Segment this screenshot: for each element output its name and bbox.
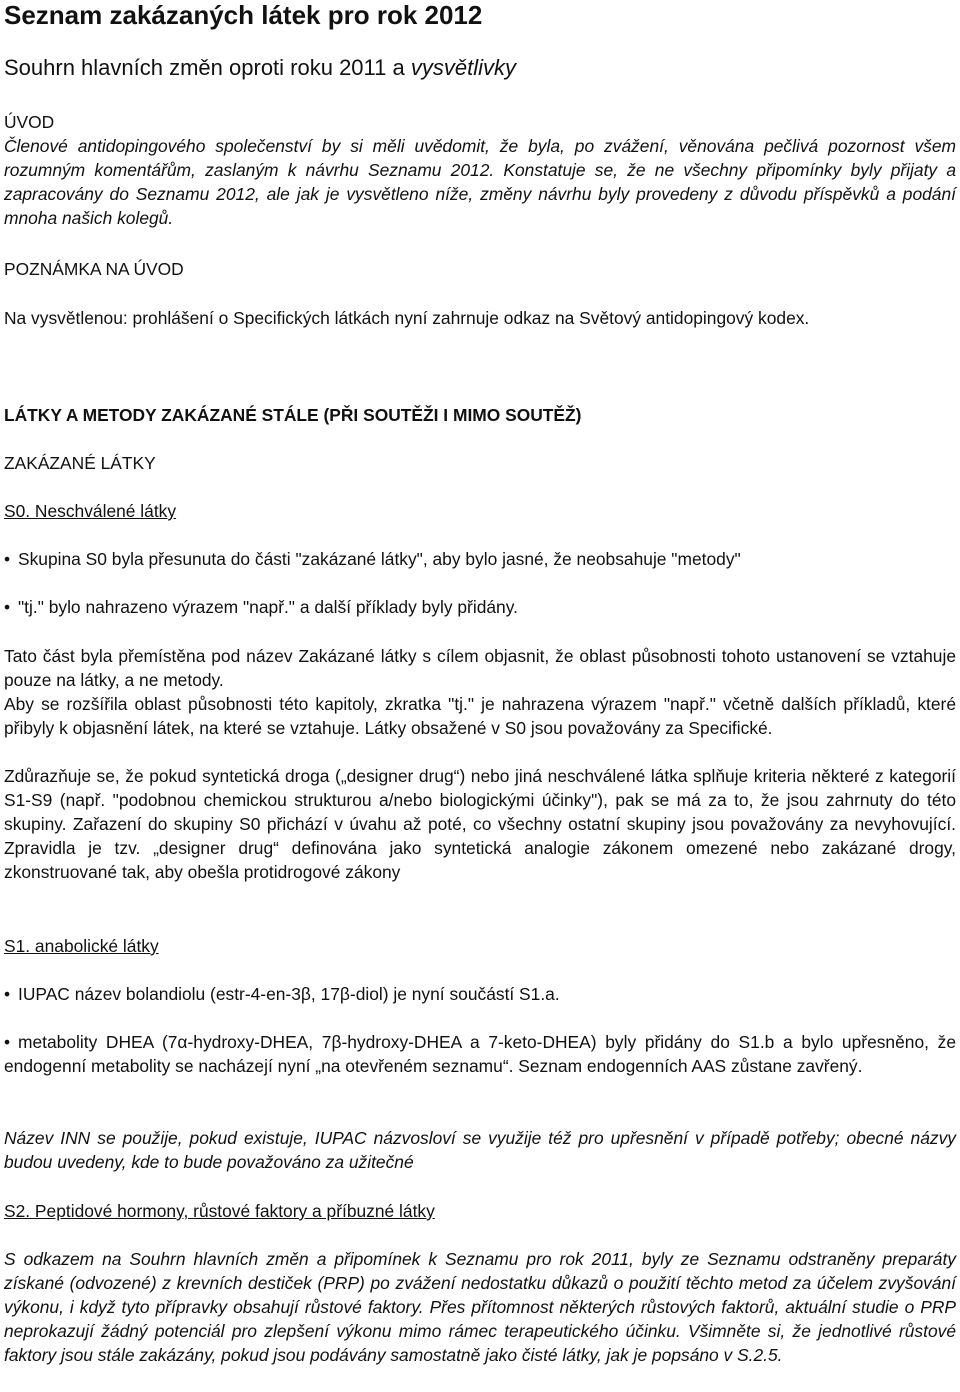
uvod-paragraph: Členové antidopingového společenství by si měli uvědomit, že byla, po zvážení, věnována pečlivá pozornost všem rozumným komentářům, zaslaným k návrhu Seznamu 2012. Konstatuje se, že ne všechny připomínky byly přijaty a zapracovány do Seznamu 2012, ale jak je vysvětleno níže, změny návrhu byly provedeny z důvodu příspěvků a podání mnoha našich kolegů.: [4, 136, 956, 228]
s2-heading: S2. Peptidové hormony, růstové faktory a příbuzné látky: [4, 1201, 435, 1221]
subtitle-italic: vysvětlivky: [410, 55, 516, 80]
uvod-heading: ÚVOD: [4, 112, 55, 132]
s0-paragraph-3: Zdůrazňuje se, že pokud syntetická droga („designer drug“) nebo jiná neschválené látka splňuje kriteria některé z kategorií S1-S9 (např. "podobnou chemickou strukturou a/nebo biologickými účinky"), pak se má za to, že jsou zahrnuty do této skupiny. Zařazení do skupiny S0 přichází v úvahu až poté, co všechny ostatní skupiny jsou považovány za nevyhovující. Zpravidla je tzv. „designer drug“ definována jako syntetická analogie zákonem omezené nebo zakázané drogy, zkonstruované tak, aby obešla protidrogové zákony: [4, 766, 956, 882]
subtitle-text: Souhrn hlavních změn oproti roku 2011 a: [4, 55, 411, 80]
zakazane-latky-heading: ZAKÁZANÉ LÁTKY: [4, 453, 156, 473]
poznamka-heading: POZNÁMKA NA ÚVOD: [4, 259, 184, 279]
page-title: Seznam zakázaných látek pro rok 2012: [4, 0, 483, 30]
s1-bullet-1: • IUPAC název bolandiolu (estr-4-en-3β, 17β-diol) je nyní součástí S1.a.: [4, 982, 956, 1006]
page-subtitle: [4, 54, 516, 82]
s2-paragraph: S odkazem na Souhrn hlavních změn a připomínek k Seznamu pro rok 2011, byly ze Seznamu odstraněny preparáty získané (odvozené) z krevních destiček (PRP) po zvážení nedostatku důkazů o použití těchto metod za účelem zvyšování výkonu, i když tyto přípravky obsahují růstové faktory. Přes přítomnost některých růstových faktorů, aktuální studie o PRP neprokazují žádný potenciál pro zlepšení výkonu mimo rámec terapeutického účinku. Všimněte si, že jednotlivé růstové faktory jsou stále zakázány, pokud jsou podávány samostatně jako čisté látky, jak je popsáno v S.2.5.: [4, 1249, 956, 1365]
s0-paragraph-1: Tato část byla přemístěna pod název Zakázané látky s cílem objasnit, že oblast působnosti tohoto ustanovení se vztahuje pouze na látky, a ne metody.: [4, 646, 956, 690]
poznamka-paragraph: Na vysvětlenou: prohlášení o Specifických látkách nyní zahrnuje odkaz na Světový antidopingový kodex.: [4, 308, 810, 328]
s0-paragraph-2: Aby se rozšířila oblast působnosti této kapitoly, zkratka "tj." je nahrazena výrazem "např." včetně dalších příkladů, které přibyly k objasnění látek, na které se vztahuje. Látky obsažené v S0 jsou považovány za Specifické.: [4, 694, 956, 738]
section-heading: LÁTKY A METODY ZAKÁZANÉ STÁLE (PŘI SOUTĚŽI I MIMO SOUTĚŽ): [4, 405, 582, 425]
s0-heading: S0. Neschválené látky: [4, 501, 177, 521]
s0-bullet-1: • Skupina S0 byla přesunuta do části "zakázané látky", aby bylo jasné, že neobsahuje "metody": [4, 547, 956, 571]
s1-heading: S1. anabolické látky: [4, 936, 159, 956]
s0-bullet-2: • "tj." bylo nahrazeno výrazem "např." a další příklady byly přidány.: [4, 595, 956, 619]
s1-bullet-2: • metabolity DHEA (7α-hydroxy-DHEA, 7β-hydroxy-DHEA a 7-keto-DHEA) byly přidány do S1.b a bylo upřesněno, že endogenní metabolity se nacházejí nyní „na otevřeném seznamu“. Seznam endogenních AAS zůstane zavřený.: [4, 1030, 956, 1078]
s1-paragraph: Název INN se použije, pokud existuje, IUPAC názvosloví se využije též pro upřesnění v případě potřeby; obecné názvy budou uvedeny, kde to bude považováno za užitečné: [4, 1128, 956, 1172]
